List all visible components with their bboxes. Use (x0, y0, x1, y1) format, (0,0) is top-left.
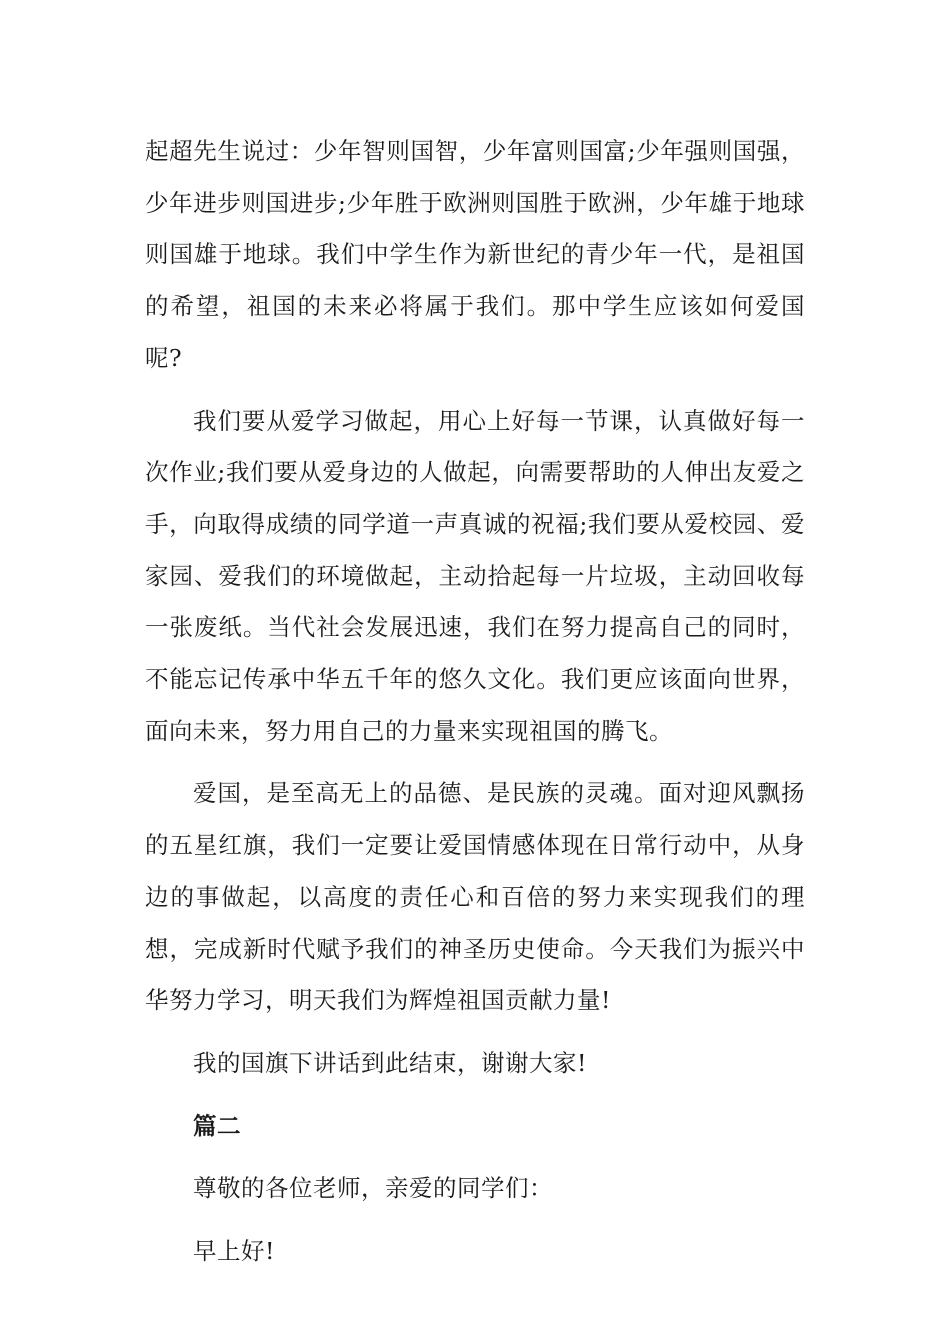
salutation: 尊敬的各位老师，亲爱的同学们： (193, 1174, 553, 1203)
document-body (145, 126, 805, 1289)
paragraph-closing: 我的国旗下讲话到此结束，谢谢大家! (193, 1048, 587, 1077)
paragraph-continuation: 起超先生说过：少年智则国智，少年富则国富;少年强则国强，少年进步则国进步;少年胜于欧洲则国胜于欧洲，少年雄于地球则国雄于地球。我们中学生作为新世纪的青少年一代，是祖国的希望，祖国的未来必将属于我们。那中学生应该如何爱国呢? (145, 137, 805, 372)
section-heading: 篇二 (193, 1111, 241, 1140)
paragraph-study: 我们要从爱学习做起，用心上好每一节课，认真做好每一次作业;我们要从爱身边的人做起，向需要帮助的人伸出友爱之手，向取得成绩的同学道一声真诚的祝福;我们要从爱校园、爱家园、爱我们的环境做起，主动拾起每一片垃圾，主动回收每一张废纸。当代社会发展迅速，我们在努力提高自己的同时，不能忘记传承中华五千年的悠久文化。我们更应该面向世界，面向未来，努力用自己的力量来实现祖国的腾飞。 (145, 406, 805, 745)
paragraph-patriotism: 爱国，是至高无上的品德、是民族的灵魂。面对迎风飘扬的五星红旗，我们一定要让爱国情感体现在日常行动中，从身边的事做起，以高度的责任心和百倍的努力来实现我们的理想，完成新时代赋予我们的神圣历史使命。今天我们为振兴中华努力学习，明天我们为辉煌祖国贡献力量! (145, 779, 805, 1015)
greeting: 早上好! (193, 1237, 275, 1266)
